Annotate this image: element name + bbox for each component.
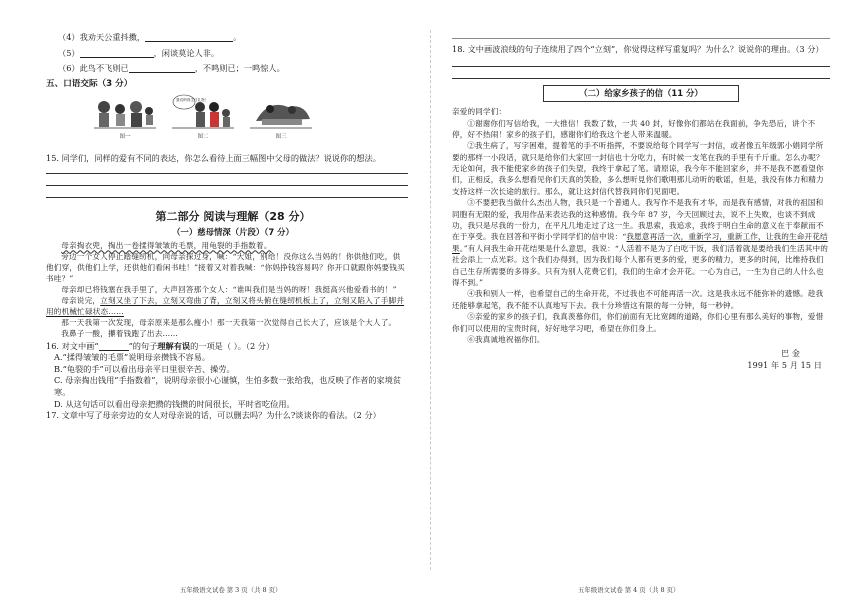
answer-line <box>46 185 408 186</box>
cartoon-1-caption: 图一 <box>119 133 131 140</box>
cartoon-3-image <box>248 93 314 133</box>
reading-1-title: （一）慈母情深（片段）（7 分） <box>172 227 294 238</box>
part-2-title: 第二部分 阅读与理解（28 分） <box>155 210 311 224</box>
cartoon-2 <box>170 93 236 141</box>
letter-paragraph <box>452 197 830 288</box>
q16-option[interactable]: A.“揉得皱皱的毛票”说明母亲攒钱不容易。 <box>54 352 211 363</box>
answer-line <box>46 197 408 198</box>
answer-line <box>452 66 830 67</box>
fill-blank-6[interactable] <box>129 64 195 73</box>
text-segment: 那一天我第一次发现，母亲原来是那么瘦小！那一天我第一次觉得自己长大了，应该是个大人了。 <box>61 317 397 327</box>
fill-blank-4[interactable] <box>145 33 233 42</box>
q16-options <box>46 352 408 410</box>
cartoon-1-image <box>92 93 158 133</box>
cartoon-row <box>58 93 408 141</box>
text-segment: 。”有人问我生命开花结果是什么意思，我说：“人活着不是为了白吃干饭，我们活着就是要给我们生活其中的社会添上一点光彩。这个我们办得到，因为我们每个人都有更多的爱，更多的精力，更多的时间，比维持我们自己生存所需要的多得多。只有为别人花费它们，我们的生命才会开花。一心为自己，一生为自己的人什么也得不到。” <box>452 243 828 287</box>
fill-item-4: （4）我劝天公重抖擞， 。 <box>58 32 242 42</box>
text-segment: 旁边一个女人停止踏缝纫机，向母亲探过身，喊：“大姐，别给！没你这么当妈的！你供他们吃，供他们穿，供他们上学，还供他们看闲书哇！”接着又对着我喊：“你妈挣钱容易吗？你开口就跟你妈要钱买书哇？” <box>46 251 405 283</box>
page-4-footer: 五年级语文试卷 第 4 页（共 8 页） <box>578 586 680 594</box>
answer-lines-15[interactable] <box>46 173 408 198</box>
cartoon-2-caption: 图二 <box>197 133 209 140</box>
question-18: 18. 文中画波浪线的句子连续用了四个“立刻”，你觉得这样写重复吗？为什么？说说你的理由。（3 分） <box>452 44 824 54</box>
text-segment: 母亲却已将钱塞在我手里了，大声回答那个女人：“谁叫我们是当妈的呀！我挺高兴他爱看书的！” <box>61 284 397 294</box>
reading-passage <box>46 240 408 339</box>
answer-lines-18[interactable] <box>452 66 830 79</box>
text-segment: 立刻又坐了下去，立刻又弯曲了背，立刻又将头俯在缝纫机板上了，立刻又陷入了手脚并用的机械忙碌状态…… <box>46 295 405 316</box>
cartoon-1 <box>92 93 158 141</box>
text-segment: ④我和别人一样，也希望自己的生命开花，不过我也不可能再活一次。这是我永远不能弥补的遗憾。趁我还能够拿起笔，我不能不认真地写下去。我十分珍惜这有限的每一分钟，每一秒钟。 <box>452 289 824 310</box>
fill-item-5: （5） ，闲谈莫论人非。 <box>58 47 220 58</box>
passage-paragraph <box>46 284 408 295</box>
letter <box>452 106 830 372</box>
fill-blank-5[interactable] <box>80 49 154 58</box>
text-segment: 母亲说完， <box>61 295 101 305</box>
passage-paragraph <box>46 328 408 339</box>
cartoon-2-image <box>170 93 236 133</box>
passage-paragraph <box>46 240 408 251</box>
q16-marker-blank <box>99 342 129 351</box>
letter-paragraph <box>452 288 830 311</box>
answer-line <box>452 78 830 79</box>
letter-salutation: 亲爱的同学们： <box>452 107 507 117</box>
page-4 <box>430 0 860 607</box>
q16-option[interactable]: B.“龟裂的手”可以看出母亲平日里很辛苦、操劳。 <box>54 363 235 374</box>
text-segment: 我鼻子一酸，攥着钱跑了出去…… <box>61 328 179 338</box>
cartoon-3-caption: 图三 <box>275 133 287 140</box>
question-16: 16. 对文中画“ ”的句子理解有误的一项是（ ）。（2 分） <box>46 340 275 351</box>
letter-paragraph <box>452 311 830 334</box>
letter-paragraph <box>452 118 830 141</box>
letter-paragraph <box>452 334 830 345</box>
passage-paragraph <box>46 295 408 317</box>
passage-paragraph <box>46 317 408 328</box>
q16-option[interactable]: D. 从这句话可以看出母亲把攒的钱攒的时间很长，平时省吃俭用。 <box>54 398 295 409</box>
text-segment: ①谢谢你们写信给我，一大推信！我数了数，一共 40 封，好像你们都站在我面前，争先恐后，讲个不停，好不热闹！家乡的孩子们，感谢你们给我这个老人带来温暖。 <box>452 118 816 139</box>
text-segment: ⑥我真诚地祝福你们。 <box>467 334 545 344</box>
passage-paragraph <box>46 251 408 284</box>
letter-date: 1991 年 5 月 15 日 <box>747 361 822 371</box>
question-17: 17. 文章中写了母亲旁边的女人对母亲说的话，可以删去吗？为什么?谈谈你的看法。（2 分） <box>46 410 381 421</box>
cartoon-3 <box>248 93 314 141</box>
letter-body <box>452 118 830 346</box>
reading-2-title: （二）给家乡孩子的信（11 分） <box>543 85 739 103</box>
question-15: 15. 同学们，同样的爱有不同的表达，你怎么看待上面三幅图中父母的做法？说说你的想法。 <box>46 152 381 163</box>
text-segment: 我愿意再活一次，重新学习，重新工作，让我的生命开花结果 <box>452 232 828 253</box>
page-3-footer: 五年级语文试卷 第 3 页（共 8 页） <box>180 586 282 594</box>
text-segment: ⑤亲爱的家乡的孩子们，我真羡慕你们，你们前面有无比宽阔的道路，你们心里有那么美好的事物，爱惜你们可以使用的宝贵时间，好好地学习吧，希望在你们身上。 <box>452 312 824 333</box>
letter-paragraph <box>452 140 830 197</box>
text-segment: 母亲掏衣兜，掏出一卷揉得皱皱的毛票，用龟裂的手指数着。 <box>61 240 272 250</box>
speech-bubble-text: 我们纳得生日礼物！ <box>176 97 209 102</box>
fill-item-6: （6）此鸟不飞则已 ，不鸣则已；一鸣惊人。 <box>58 63 285 74</box>
letter-signature: 巴 金 <box>781 349 800 359</box>
answer-line <box>46 173 408 174</box>
text-segment: ③不要把我当做什么杰出人物，我只是一个普通人。我写作不是我有才华，而是我有感情，对我的祖国和同胞有无限的爱，我用作品来表达我的这种感情。我今年 87 岁，今天回顾过去，说不上失败，也谈不到成功，我只是尽我的一份力，在平凡几地走过了这一生。我思索，我追求，我终于明白生命的意义在于奉献而不在于享受。我在回答和平街小学同学们的信中说：“ <box>452 198 824 242</box>
section-5-title: 五、口语交际（3 分） <box>46 78 133 89</box>
text-segment: ②我生病了，写字困难，提着笔的手不听指挥，不要说给每个同学写一封信，或者像五年级郭小娟同学所要的那样一小段话，就只是给你们大家回一封信也十分吃力，有时候一支笔在我的手里有千斤重。怎么办呢？无论如何，我不能使家乡的孩子们失望，我终于拿起了笔。请原谅，我今年不能回家乡，并不是我不愿看望你们，正相反，我多么想看见你们天真的笑脸，多么想听見你们歌唱那儿动听的歌谣，但是，我没有体力和精力支持这样一次长途的旅行。那么，就让这封信代替我同你们见面吧。 <box>452 141 824 196</box>
q16-option[interactable]: C. 母亲掏出钱用“手指数着”，说明母亲很小心谨慎，生怕多数一张给我，也反映了作者的家境贫寒。 <box>54 375 402 398</box>
